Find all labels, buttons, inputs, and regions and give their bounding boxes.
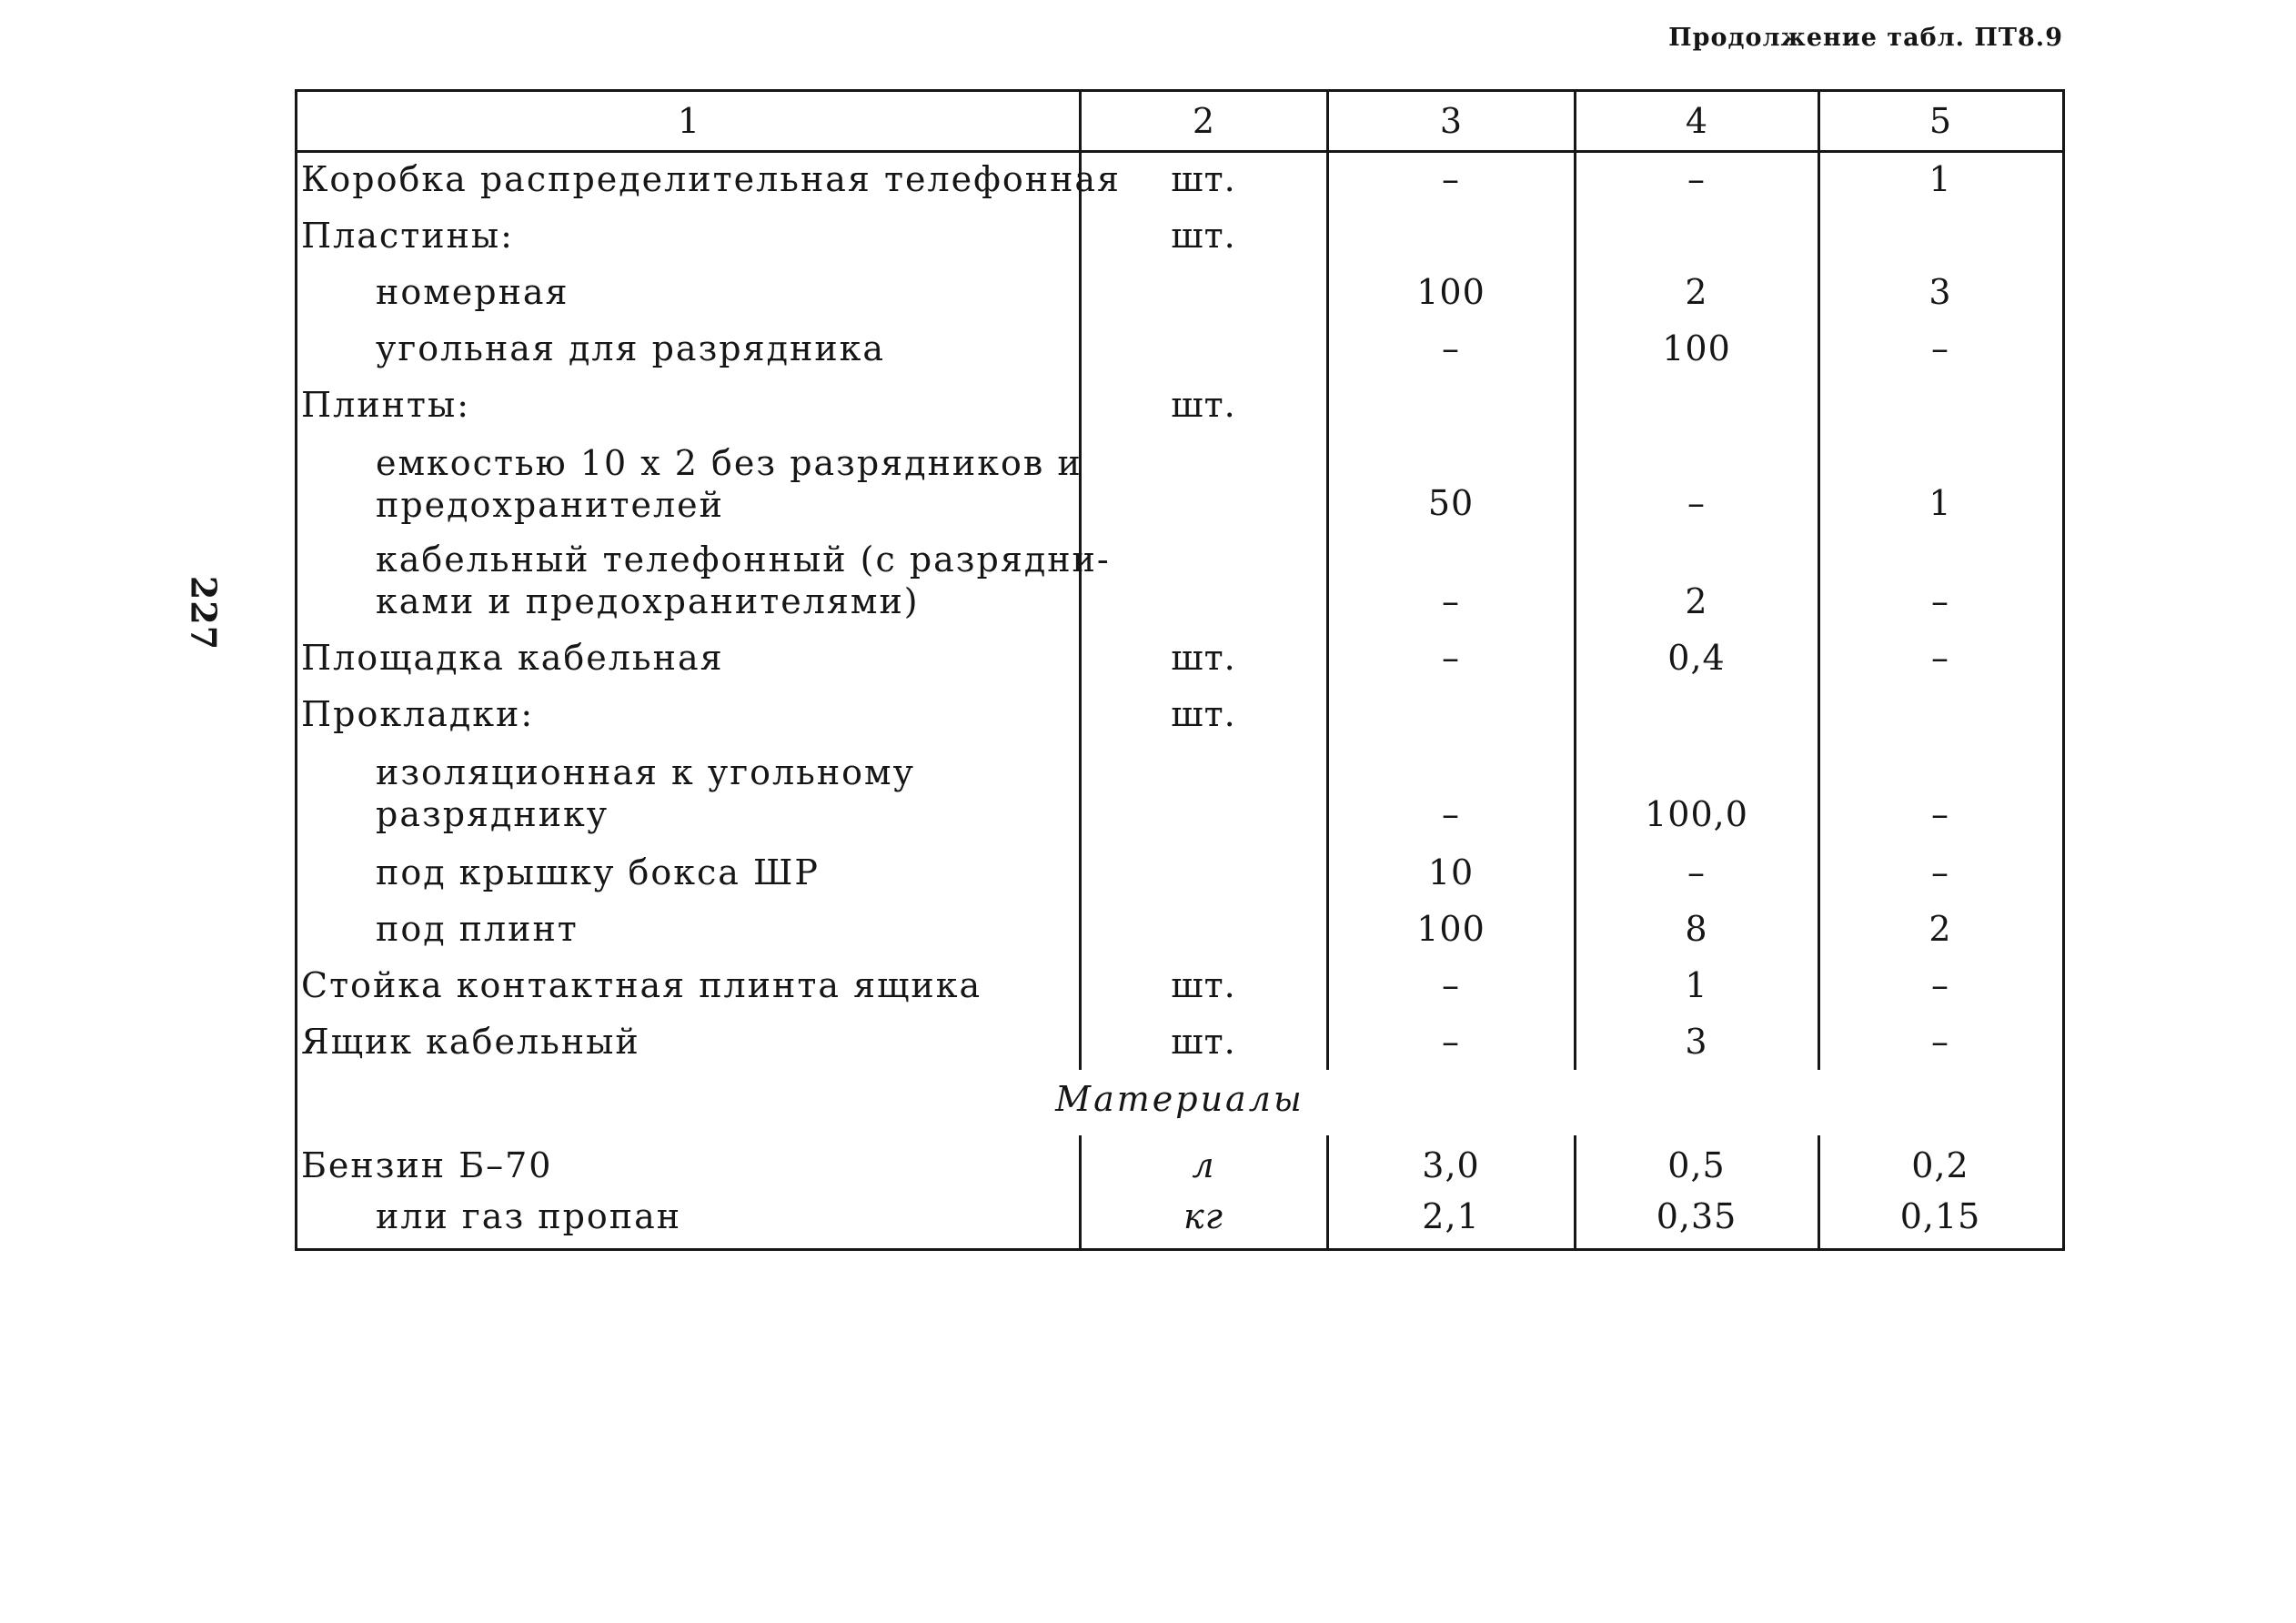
item-name: номерная [376,272,569,312]
unit-cell: шт. [1171,385,1236,425]
header-col-4: 4 [1685,101,1708,141]
item-name: под крышку бокса ШР [376,852,820,892]
unit-cell: кг [1183,1196,1224,1236]
header-col-1: 1 [677,101,700,141]
table-header-row [297,89,2062,153]
value-cell-4: – [1687,852,1706,892]
item-name: угольная для разрядника [376,328,886,368]
material-name: Бензин Б–70 [301,1145,553,1185]
item-name: Ящик кабельный [301,1022,640,1062]
unit-cell: шт. [1171,159,1236,199]
item-name-line-1: кабельный телефонный (с разрядни- [376,539,1111,580]
value-cell-3: 10 [1427,852,1475,892]
item-name: Площадка кабельная [301,638,724,678]
value-cell-5: – [1931,794,1949,834]
value-cell-5: – [1931,638,1949,678]
item-name-line-2: разряднику [376,794,609,834]
table-continuation-caption: Продолжение табл. ПТ8.9 [1668,24,2063,52]
value-cell-5: 0,15 [1899,1196,1981,1236]
value-cell-4: 100,0 [1645,794,1748,834]
item-name: Стойка контактная плинта ящика [301,965,982,1005]
item-group-name: Прокладки: [301,694,535,734]
unit-cell: шт. [1171,694,1236,734]
value-cell-3: 100 [1416,909,1485,949]
value-cell-5: – [1931,328,1949,368]
item-name: под плинт [376,909,579,949]
value-cell-4: 0,35 [1656,1196,1737,1236]
value-cell-3: 3,0 [1422,1145,1480,1185]
page-number: 227 [183,575,225,651]
value-cell-3: 2,1 [1422,1196,1480,1236]
value-cell-3: – [1442,965,1460,1005]
unit-cell: шт. [1171,1022,1236,1062]
unit-cell: шт. [1171,216,1236,256]
item-name-line-2: ками и предохранителями) [376,581,920,621]
item-name-line-2: предохранителей [376,485,724,525]
item-name-line-1: изоляционная к угольному [376,752,915,792]
value-cell-3: – [1442,638,1460,678]
value-cell-5: – [1931,1022,1949,1062]
unit-cell: шт. [1171,638,1236,678]
value-cell-5: 1 [1928,483,1952,523]
section-heading-materials: Материалы [1055,1079,1304,1119]
value-cell-5: – [1931,965,1949,1005]
value-cell-3: – [1442,159,1460,199]
value-cell-4: 0,5 [1667,1145,1726,1185]
value-cell-4: 2 [1685,272,1708,312]
value-cell-4: 0,4 [1667,638,1726,678]
value-cell-3: – [1442,1022,1460,1062]
value-cell-5: 2 [1928,909,1952,949]
value-cell-4: 1 [1685,965,1708,1005]
value-cell-5: 0,2 [1911,1145,1969,1185]
value-cell-3: – [1442,794,1460,834]
value-cell-4: – [1687,483,1706,523]
value-cell-5: – [1931,852,1949,892]
header-col-2: 2 [1192,101,1215,141]
value-cell-4: 8 [1685,909,1708,949]
value-cell-3: – [1442,328,1460,368]
value-cell-3: 50 [1427,483,1475,523]
item-name: Коробка распределительная телефонная [301,159,1122,199]
item-name-line-1: емкостью 10 x 2 без разрядников и [376,443,1083,483]
material-name: или газ пропан [376,1196,682,1236]
item-group-name: Плинты: [301,385,471,425]
value-cell-5: 3 [1928,272,1952,312]
header-col-5: 5 [1928,101,1952,141]
value-cell-5: – [1931,581,1949,621]
unit-cell: л [1192,1145,1215,1185]
value-cell-3: – [1442,581,1460,621]
header-col-3: 3 [1439,101,1463,141]
value-cell-5: 1 [1928,159,1952,199]
item-group-name: Пластины: [301,216,514,256]
materials-table [295,89,2065,1251]
value-cell-3: 100 [1416,272,1485,312]
value-cell-4: 3 [1685,1022,1708,1062]
value-cell-4: 2 [1685,581,1708,621]
value-cell-4: 100 [1662,328,1731,368]
unit-cell: шт. [1171,965,1236,1005]
value-cell-4: – [1687,159,1706,199]
